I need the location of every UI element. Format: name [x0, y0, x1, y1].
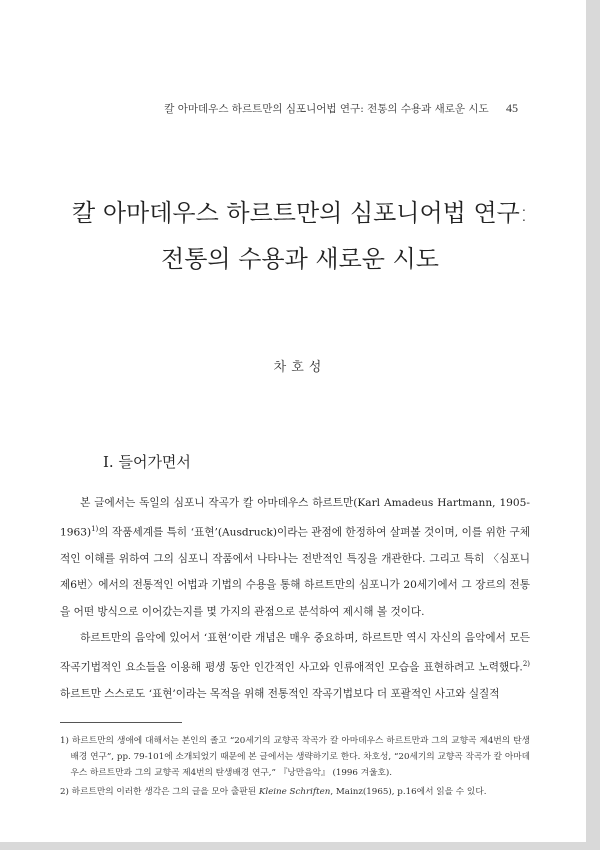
body-text — [60, 490, 530, 707]
scan-edge-bottom — [0, 842, 600, 850]
scan-edge-right — [586, 0, 600, 850]
footnote-2: 2) 하르트만의 이러한 생각은 그의 글을 모아 출판된 Kleine Schriften, Mainz(1965), p.16에서 읽을 수 있다. — [60, 787, 487, 797]
title-line-1: 칼 아마데우스 하르트만의 심포니어법 연구: — [72, 199, 528, 227]
footnote-1: 1) 하르트만의 생애에 대해서는 본인의 졸고 “20세기의 교향곡 작곡가 칼 아마데우스 하르트만과 그의 교향곡 제4번의 탄생배경 연구”, pp. 79-101에 소개되었기 때문에 본 글에서는 생략하기로 한다. 차호성, “20세기의 교향곡 작곡가 칼 아마데우스 하르트만과 그의 교향곡 제4번의 탄생배경 연구,” 『낭만음악』 (1996 겨울호). — [60, 736, 530, 778]
footnote-ref-2: 2) — [522, 660, 530, 669]
footnote-ref-1: 1) — [91, 525, 99, 534]
footnote-divider — [60, 722, 182, 723]
article-title — [0, 190, 600, 282]
running-header — [164, 101, 518, 116]
author-name: 차호성 — [273, 360, 327, 375]
paragraph-1: 본 글에서는 독일의 심포니 작곡가 칼 아마데우스 하르트만(Karl Amadeus Hartmann, 1905-1963)$^{1)}$의 작품세계를 특히 ‘표현’(Ausdruck)이라는 관점에 한정하여 살펴볼 것이며, 이를 위한 구체적인 이해를 위하여 그의 심포니 작품에서 나타나는 전반적인 특징을 개관한다. 그리고 특히 〈심포니 제6번〉에서의 전통적인 어법과 기법의 수용을 통해 하르트만의 심포니가 20세기에서 그 장르의 전통을 어떤 방식으로 이어갔는지를 몇 가지의 관점으로 분석하여 제시해 볼 것이다. — [60, 497, 530, 618]
running-title: 칼 아마데우스 하르트만의 심포니어법 연구: 전통의 수용과 새로운 시도 — [164, 103, 489, 115]
page-number: 45 — [506, 101, 518, 115]
footnotes — [60, 733, 530, 803]
title-line-2: 전통의 수용과 새로운 시도 — [161, 245, 439, 273]
paragraph-2: 하르트만의 음악에 있어서 ‘표현’이란 개념은 매우 중요하며, 하르트만 역시 자신의 음악에서 모든 작곡기법적인 요소들을 이용해 평생 동안 인간적인 사고와 인류애적인 모습을 표현하려고 노력했다.$^{2)}$ 하르트만 스스로도 ‘표현’이라는 목적을 위해 전통적인 작곡기법보다 더 포괄적인 사고와 실질적 — [60, 632, 530, 701]
book-title: Kleine Schriften — [258, 787, 331, 797]
section-heading: I. 들어가면서 — [103, 453, 191, 471]
